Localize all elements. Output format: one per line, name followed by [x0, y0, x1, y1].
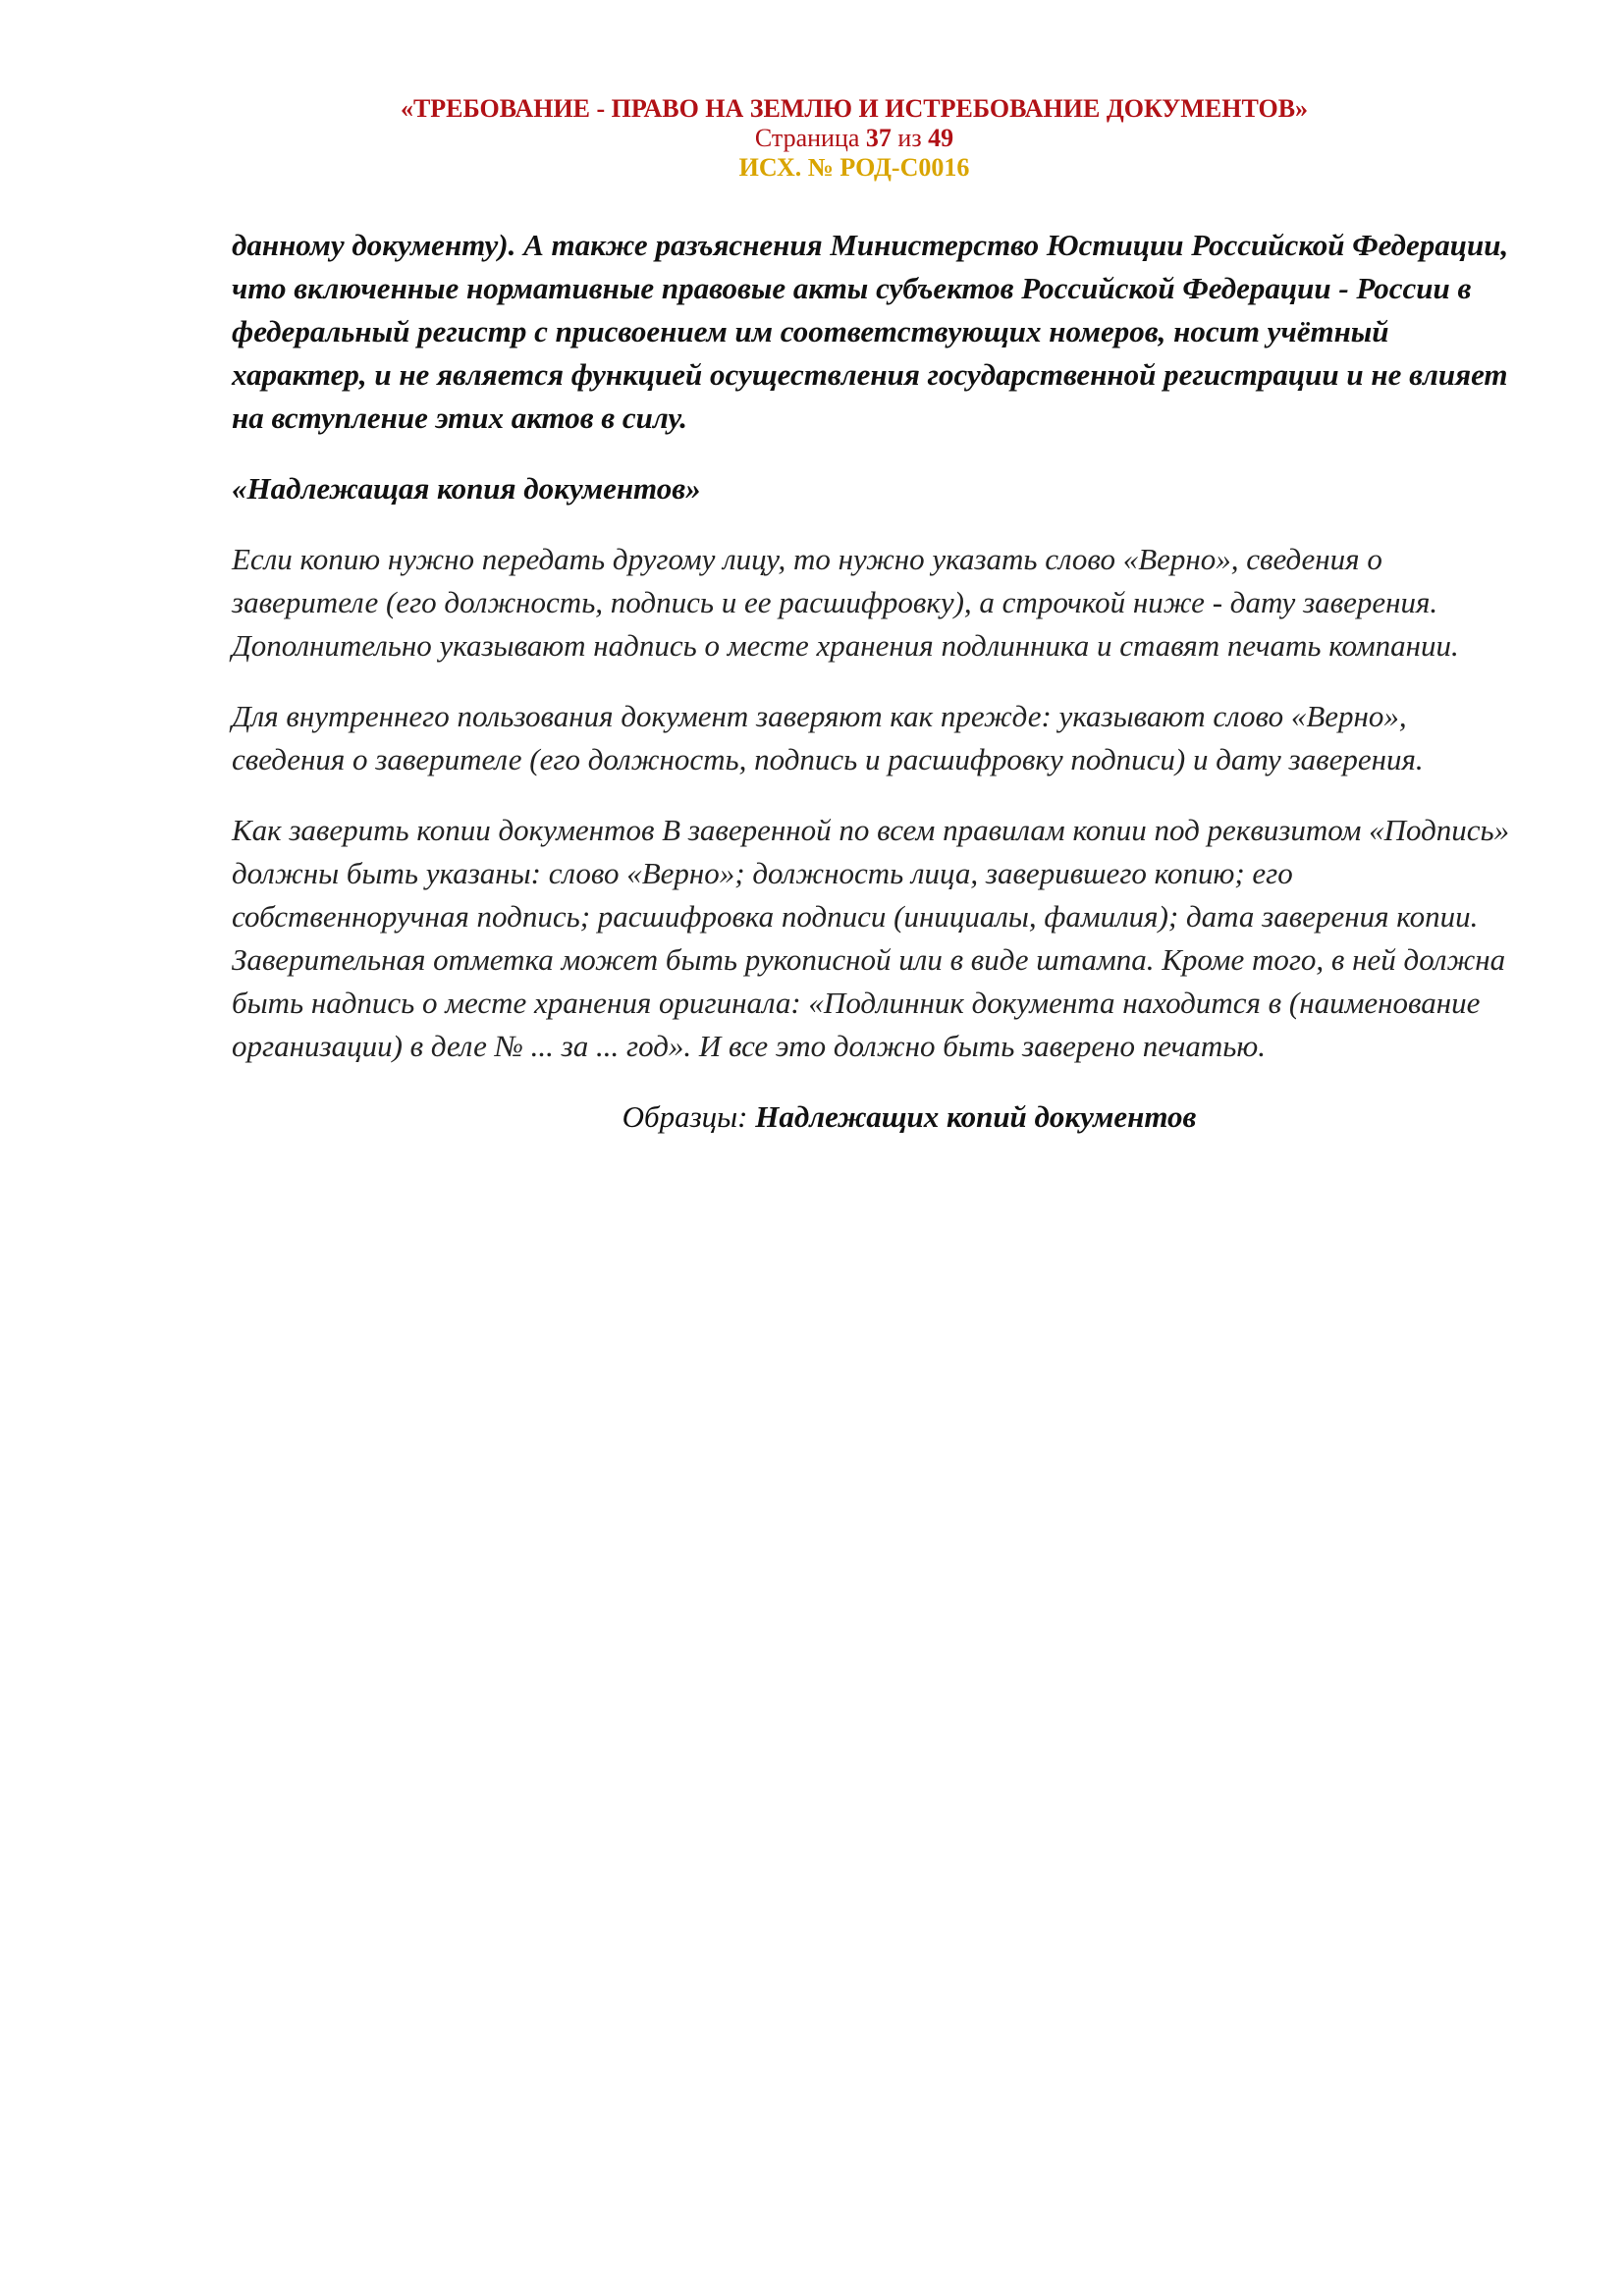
paragraph-ministry-clarification: данному документу). А также разъяснения Министерство Юстиции Российской Федерации, что включенные нормативные правовые акты субъектов Российской Федерации - России в федеральный регистр с присвоением им соответствующих номеров, носит учётный характер, и не является функцией осуществления государственной регистрации и не влияет на вступление этих актов в силу.: [232, 228, 1509, 435]
paragraph-internal-use: Для внутреннего пользования документ заверяют как прежде: указывают слово «Верно», сведения о заверителе (его должность, подпись и расшифровку подписи) и дату заверения.: [232, 699, 1424, 776]
document-body: [232, 224, 1518, 1139]
section-heading: «Надлежащая копия документов»: [232, 471, 701, 506]
document-ref-number: ИСХ. № РОД-С0016: [738, 153, 970, 182]
page-total: 49: [928, 124, 954, 152]
page-of: из: [897, 124, 922, 152]
document-title: «ТРЕБОВАНИЕ - ПРАВО НА ЗЕМЛЮ И ИСТРЕБОВАНИЕ ДОКУМЕНТОВ»: [400, 94, 1309, 123]
samples-line: [232, 1095, 1518, 1139]
page-word: Страница: [754, 124, 860, 152]
page-header: [324, 94, 1384, 183]
paragraph-transfer-copy: Если копию нужно передать другому лицу, то нужно указать слово «Верно», сведения о заверителе (его должность, подпись и ее расшифровку), а строчкой ниже - дату заверения. Дополнительно указывают надпись о месте хранения подлинника и ставят печать компании.: [232, 542, 1459, 663]
samples-label: Образцы:: [622, 1099, 748, 1134]
samples-value: Надлежащих копий документов: [755, 1099, 1197, 1134]
page-current: 37: [865, 124, 892, 152]
page-counter: [324, 124, 1384, 153]
paragraph-how-to-certify: Как заверить копии документов В заверенной по всем правилам копии под реквизитом «Подпись» должны быть указаны: слово «Верно»; должность лица, заверившего копию; его собственноручная подпись; расшифровка подписи (инициалы, фамилия); дата заверения копии. Заверительная отметка может быть рукописной или в виде штампа. Кроме того, в ней должна быть надпись о месте хранения оригинала: «Подлинник документа находится в (наименование организации) в деле № ... за ... год». И все это должно быть заверено печатью.: [232, 813, 1510, 1063]
